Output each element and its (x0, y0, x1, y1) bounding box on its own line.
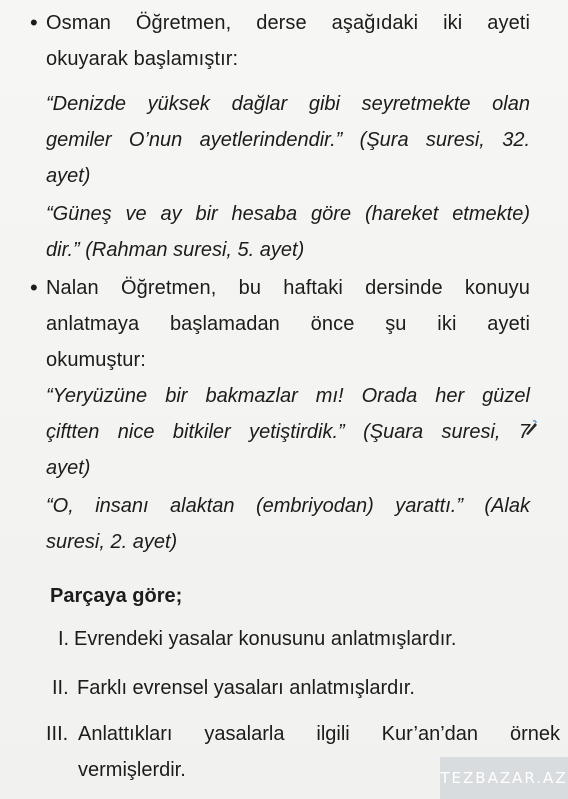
quote-line: ayet) (46, 457, 91, 479)
quote-alak-2 (46, 488, 530, 560)
bullet-marker: • (30, 275, 38, 300)
text-line: Nalan Öğretmen, bu haftaki dersinde konuyu (46, 277, 530, 299)
quote-line: “Güneş ve ay bir hesaba göre (hareket etmekte) (46, 203, 530, 225)
watermark: TEZBAZAR.AZ (440, 757, 568, 799)
text-line: okuyarak başlamıştır: (46, 48, 239, 70)
question-title: Parçaya göre; (50, 585, 183, 607)
text-line: anlatmaya başlamadan önce şu iki ayeti (46, 313, 530, 335)
statement-text (74, 621, 544, 657)
bullet-marker: • (30, 10, 38, 35)
text-line: Evrendeki yasalar konusunu anlatmışlardır. (74, 628, 457, 650)
quote-rahman-5 (46, 196, 530, 268)
text-line: Anlattıkları yasalarla ilgili Kur’an’dan örnek (78, 723, 560, 745)
statement-number: III. (46, 723, 69, 745)
statement-number: I. (58, 628, 70, 650)
text-line: okumuştur: (46, 349, 146, 371)
quote-line: “Yeryüzüne bir bakmazlar mı! Orada her güzel (46, 385, 530, 407)
quote-suara-7 (46, 378, 530, 486)
text-line: vermişlerdir. (78, 759, 186, 781)
quote-line: ayet) (46, 165, 91, 187)
quote-sura-32 (46, 86, 530, 194)
quote-line: suresi, 2. ayet) (46, 531, 178, 553)
nalan-paragraph (46, 270, 530, 378)
quote-line: dir.” (Rahman suresi, 5. ayet) (46, 239, 305, 261)
quote-line: “Denizde yüksek dağlar gibi seyretmekte olan (46, 93, 530, 115)
quote-line: “O, insanı alaktan (embriyodan) yarattı.” (Alak (46, 495, 530, 517)
statement-number: II. (52, 677, 69, 699)
quote-line: çiftten nice bitkiler yetiştirdik.” (Şuara suresi, 7 (46, 421, 530, 443)
pen-mark-icon (524, 420, 538, 436)
quote-line: gemiler O’nun ayetlerindendir.” (Şura suresi, 32. (46, 129, 530, 151)
statement-text (77, 670, 537, 706)
osman-paragraph (46, 5, 530, 77)
text-line: Farklı evrensel yasaları anlatmışlardır. (77, 677, 415, 699)
text-line: Osman Öğretmen, derse aşağıdaki iki ayeti (46, 12, 530, 34)
